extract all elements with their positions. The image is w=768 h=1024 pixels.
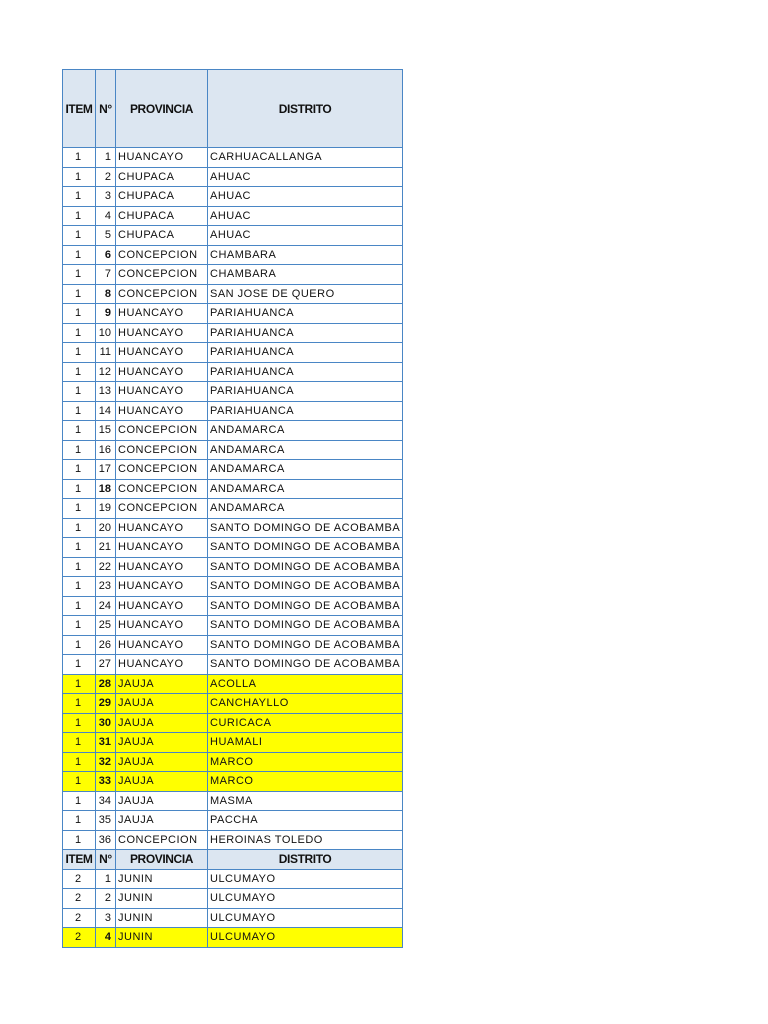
cell-provincia: CONCEPCION <box>116 830 208 850</box>
cell-provincia: CONCEPCION <box>116 265 208 285</box>
table-row <box>63 226 403 246</box>
cell-item: 1 <box>63 362 96 382</box>
cell-provincia: HUANCAYO <box>116 382 208 402</box>
cell-n: 16 <box>96 440 116 460</box>
cell-n: 33 <box>96 772 116 792</box>
cell-n: 22 <box>96 557 116 577</box>
cell-distrito: MARCO <box>208 752 403 772</box>
cell-item: 1 <box>63 245 96 265</box>
cell-provincia: HUANCAYO <box>116 596 208 616</box>
table-body <box>63 70 403 948</box>
table-row <box>63 928 403 948</box>
table-row <box>63 713 403 733</box>
cell-item: 1 <box>63 811 96 831</box>
table-row <box>63 304 403 324</box>
cell-n: 35 <box>96 811 116 831</box>
header-distrito: DISTRITO <box>208 850 403 870</box>
cell-distrito: PARIAHUANCA <box>208 401 403 421</box>
cell-item: 2 <box>63 928 96 948</box>
header-n: N° <box>96 70 116 148</box>
cell-distrito: CANCHAYLLO <box>208 694 403 714</box>
table-row <box>63 518 403 538</box>
cell-provincia: CHUPACA <box>116 187 208 207</box>
cell-item: 1 <box>63 226 96 246</box>
cell-provincia: HUANCAYO <box>116 343 208 363</box>
cell-distrito: CHAMBARA <box>208 265 403 285</box>
cell-n: 19 <box>96 499 116 519</box>
cell-distrito: ANDAMARCA <box>208 440 403 460</box>
table-row <box>63 830 403 850</box>
table-row <box>63 343 403 363</box>
cell-provincia: HUANCAYO <box>116 538 208 558</box>
table-row <box>63 479 403 499</box>
cell-provincia: HUANCAYO <box>116 655 208 675</box>
cell-n: 24 <box>96 596 116 616</box>
table-row <box>63 577 403 597</box>
cell-item: 2 <box>63 908 96 928</box>
cell-item: 1 <box>63 187 96 207</box>
table-row <box>63 401 403 421</box>
cell-n: 1 <box>96 869 116 889</box>
cell-item: 1 <box>63 148 96 168</box>
table-row <box>63 752 403 772</box>
cell-n: 15 <box>96 421 116 441</box>
cell-item: 1 <box>63 733 96 753</box>
cell-n: 25 <box>96 616 116 636</box>
cell-distrito: SANTO DOMINGO DE ACOBAMBA <box>208 596 403 616</box>
cell-distrito: PARIAHUANCA <box>208 323 403 343</box>
cell-distrito: ACOLLA <box>208 674 403 694</box>
cell-item: 1 <box>63 713 96 733</box>
cell-provincia: JAUJA <box>116 752 208 772</box>
cell-n: 10 <box>96 323 116 343</box>
cell-distrito: ANDAMARCA <box>208 479 403 499</box>
header-n: N° <box>96 850 116 870</box>
cell-provincia: JAUJA <box>116 772 208 792</box>
table-row <box>63 791 403 811</box>
cell-provincia: CHUPACA <box>116 226 208 246</box>
cell-provincia: JUNIN <box>116 928 208 948</box>
cell-provincia: HUANCAYO <box>116 577 208 597</box>
header-item: ITEM <box>63 70 96 148</box>
cell-n: 12 <box>96 362 116 382</box>
cell-item: 1 <box>63 167 96 187</box>
cell-distrito: MARCO <box>208 772 403 792</box>
cell-n: 31 <box>96 733 116 753</box>
cell-item: 1 <box>63 635 96 655</box>
cell-distrito: MASMA <box>208 791 403 811</box>
table-row <box>63 908 403 928</box>
cell-item: 1 <box>63 479 96 499</box>
table-row <box>63 635 403 655</box>
table-row <box>63 148 403 168</box>
header-provincia: PROVINCIA <box>116 70 208 148</box>
cell-distrito: SANTO DOMINGO DE ACOBAMBA <box>208 635 403 655</box>
cell-provincia: HUANCAYO <box>116 635 208 655</box>
cell-item: 2 <box>63 869 96 889</box>
cell-distrito: PARIAHUANCA <box>208 362 403 382</box>
cell-n: 36 <box>96 830 116 850</box>
table-row <box>63 596 403 616</box>
cell-provincia: CONCEPCION <box>116 421 208 441</box>
header-row <box>63 70 403 148</box>
cell-distrito: PARIAHUANCA <box>208 382 403 402</box>
cell-item: 1 <box>63 460 96 480</box>
cell-provincia: JUNIN <box>116 908 208 928</box>
cell-provincia: HUANCAYO <box>116 323 208 343</box>
cell-distrito: CARHUACALLANGA <box>208 148 403 168</box>
spreadsheet-table <box>62 69 403 948</box>
cell-item: 2 <box>63 889 96 909</box>
table-row <box>63 440 403 460</box>
cell-provincia: CONCEPCION <box>116 284 208 304</box>
cell-n: 4 <box>96 928 116 948</box>
table-row <box>63 167 403 187</box>
cell-item: 1 <box>63 382 96 402</box>
table-row <box>63 499 403 519</box>
cell-provincia: JAUJA <box>116 791 208 811</box>
table-row <box>63 284 403 304</box>
table-row <box>63 772 403 792</box>
cell-provincia: JAUJA <box>116 713 208 733</box>
header-provincia: PROVINCIA <box>116 850 208 870</box>
cell-n: 11 <box>96 343 116 363</box>
cell-item: 1 <box>63 518 96 538</box>
table-row <box>63 655 403 675</box>
cell-distrito: ANDAMARCA <box>208 421 403 441</box>
cell-n: 13 <box>96 382 116 402</box>
table-row <box>63 245 403 265</box>
cell-item: 1 <box>63 499 96 519</box>
cell-provincia: CONCEPCION <box>116 479 208 499</box>
cell-item: 1 <box>63 265 96 285</box>
cell-n: 14 <box>96 401 116 421</box>
table-row <box>63 694 403 714</box>
cell-distrito: SANTO DOMINGO DE ACOBAMBA <box>208 538 403 558</box>
cell-provincia: JAUJA <box>116 694 208 714</box>
cell-provincia: HUANCAYO <box>116 401 208 421</box>
cell-item: 1 <box>63 772 96 792</box>
cell-distrito: SAN JOSE DE QUERO <box>208 284 403 304</box>
cell-distrito: PACCHA <box>208 811 403 831</box>
cell-item: 1 <box>63 752 96 772</box>
cell-item: 1 <box>63 596 96 616</box>
cell-distrito: PARIAHUANCA <box>208 343 403 363</box>
cell-distrito: ANDAMARCA <box>208 460 403 480</box>
cell-provincia: JAUJA <box>116 733 208 753</box>
cell-n: 23 <box>96 577 116 597</box>
cell-n: 6 <box>96 245 116 265</box>
cell-item: 1 <box>63 791 96 811</box>
cell-provincia: JUNIN <box>116 869 208 889</box>
cell-provincia: CONCEPCION <box>116 440 208 460</box>
cell-item: 1 <box>63 343 96 363</box>
cell-n: 9 <box>96 304 116 324</box>
cell-distrito: AHUAC <box>208 167 403 187</box>
header-item: ITEM <box>63 850 96 870</box>
cell-n: 26 <box>96 635 116 655</box>
cell-n: 3 <box>96 187 116 207</box>
cell-item: 1 <box>63 830 96 850</box>
cell-n: 29 <box>96 694 116 714</box>
table-row <box>63 323 403 343</box>
cell-item: 1 <box>63 401 96 421</box>
cell-n: 2 <box>96 167 116 187</box>
table-row <box>63 187 403 207</box>
table-row <box>63 733 403 753</box>
cell-n: 21 <box>96 538 116 558</box>
cell-provincia: CHUPACA <box>116 206 208 226</box>
cell-n: 20 <box>96 518 116 538</box>
cell-distrito: ULCUMAYO <box>208 889 403 909</box>
cell-n: 1 <box>96 148 116 168</box>
cell-provincia: JAUJA <box>116 674 208 694</box>
cell-item: 1 <box>63 206 96 226</box>
table-row <box>63 382 403 402</box>
cell-distrito: HEROINAS TOLEDO <box>208 830 403 850</box>
cell-provincia: CHUPACA <box>116 167 208 187</box>
cell-distrito: ULCUMAYO <box>208 869 403 889</box>
table-row <box>63 674 403 694</box>
cell-distrito: ULCUMAYO <box>208 928 403 948</box>
table-row <box>63 460 403 480</box>
cell-item: 1 <box>63 577 96 597</box>
cell-n: 27 <box>96 655 116 675</box>
cell-provincia: JAUJA <box>116 811 208 831</box>
cell-item: 1 <box>63 323 96 343</box>
cell-item: 1 <box>63 304 96 324</box>
cell-distrito: AHUAC <box>208 206 403 226</box>
cell-item: 1 <box>63 694 96 714</box>
table-row <box>63 206 403 226</box>
cell-distrito: HUAMALI <box>208 733 403 753</box>
cell-provincia: HUANCAYO <box>116 304 208 324</box>
table-row <box>63 557 403 577</box>
cell-distrito: AHUAC <box>208 187 403 207</box>
cell-item: 1 <box>63 655 96 675</box>
cell-n: 4 <box>96 206 116 226</box>
cell-item: 1 <box>63 421 96 441</box>
cell-item: 1 <box>63 440 96 460</box>
cell-distrito: SANTO DOMINGO DE ACOBAMBA <box>208 655 403 675</box>
cell-provincia: JUNIN <box>116 889 208 909</box>
cell-distrito: AHUAC <box>208 226 403 246</box>
table-row <box>63 869 403 889</box>
cell-item: 1 <box>63 616 96 636</box>
cell-item: 1 <box>63 674 96 694</box>
cell-n: 17 <box>96 460 116 480</box>
header-row-2 <box>63 850 403 870</box>
cell-n: 8 <box>96 284 116 304</box>
table-row <box>63 265 403 285</box>
cell-distrito: ANDAMARCA <box>208 499 403 519</box>
cell-n: 18 <box>96 479 116 499</box>
table-row <box>63 421 403 441</box>
cell-n: 30 <box>96 713 116 733</box>
cell-provincia: CONCEPCION <box>116 245 208 265</box>
cell-n: 28 <box>96 674 116 694</box>
table-row <box>63 362 403 382</box>
cell-distrito: PARIAHUANCA <box>208 304 403 324</box>
cell-provincia: HUANCAYO <box>116 518 208 538</box>
cell-distrito: SANTO DOMINGO DE ACOBAMBA <box>208 518 403 538</box>
cell-n: 2 <box>96 889 116 909</box>
cell-distrito: CHAMBARA <box>208 245 403 265</box>
header-distrito: DISTRITO <box>208 70 403 148</box>
cell-n: 34 <box>96 791 116 811</box>
cell-n: 5 <box>96 226 116 246</box>
table-row <box>63 889 403 909</box>
cell-distrito: CURICACA <box>208 713 403 733</box>
table-row <box>63 811 403 831</box>
cell-item: 1 <box>63 538 96 558</box>
cell-n: 3 <box>96 908 116 928</box>
cell-item: 1 <box>63 284 96 304</box>
table-row <box>63 616 403 636</box>
cell-provincia: CONCEPCION <box>116 499 208 519</box>
cell-provincia: HUANCAYO <box>116 557 208 577</box>
cell-distrito: SANTO DOMINGO DE ACOBAMBA <box>208 616 403 636</box>
cell-distrito: SANTO DOMINGO DE ACOBAMBA <box>208 577 403 597</box>
cell-n: 7 <box>96 265 116 285</box>
cell-provincia: HUANCAYO <box>116 362 208 382</box>
cell-provincia: HUANCAYO <box>116 616 208 636</box>
cell-distrito: SANTO DOMINGO DE ACOBAMBA <box>208 557 403 577</box>
cell-provincia: CONCEPCION <box>116 460 208 480</box>
cell-provincia: HUANCAYO <box>116 148 208 168</box>
cell-distrito: ULCUMAYO <box>208 908 403 928</box>
cell-item: 1 <box>63 557 96 577</box>
table-row <box>63 538 403 558</box>
cell-n: 32 <box>96 752 116 772</box>
